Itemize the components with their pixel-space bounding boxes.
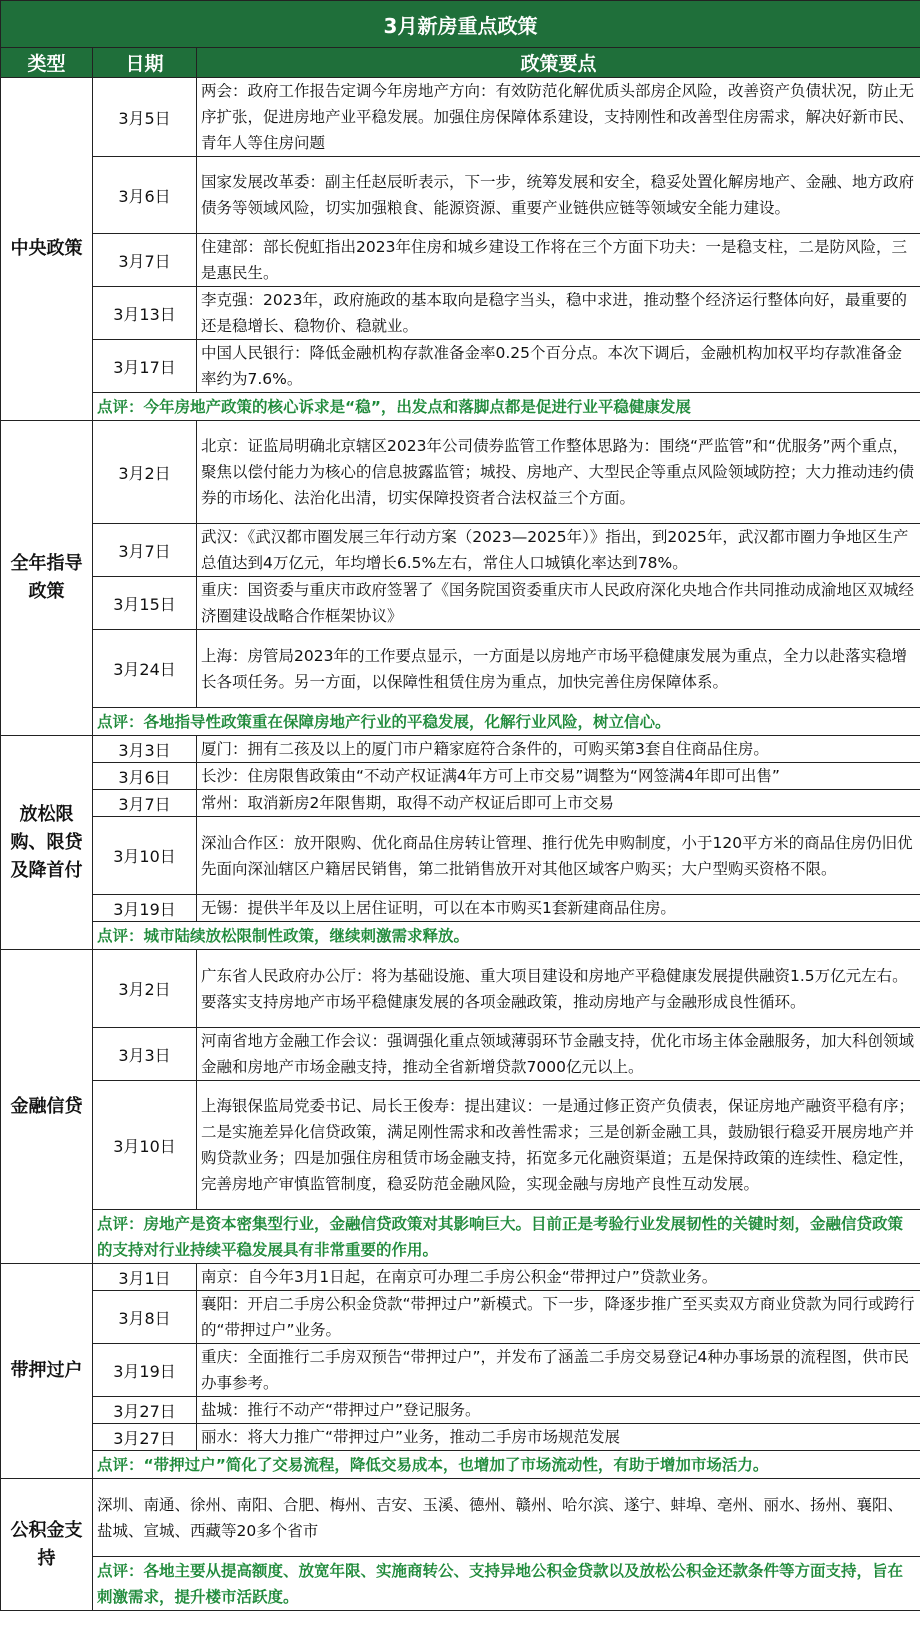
- review-text: 点评：“带押过户”简化了交易流程，降低交易成本，也增加了市场流动性，有助于增加市场活力。: [93, 1451, 920, 1479]
- row-date: 3月10日: [93, 1081, 197, 1210]
- row-text: 北京：证监局明确北京辖区2023年公司债券监管工作整体思路为：围绕“严监管”和“优服务”两个重点，聚焦以偿付能力为核心的信息披露监管；城投、房地产、大型民企等重点风险领域防控；大力推动违约债券的市场化、法治化出清，切实保障投资者合法权益三个方面。: [197, 421, 920, 524]
- row-text: 襄阳：开启二手房公积金贷款“带押过户”新模式。下一步，降逐步推广至买卖双方商业贷款为同行或跨行的“带押过户”业务。: [197, 1291, 920, 1344]
- category-central: 中央政策: [1, 78, 93, 421]
- row-date: 3月15日: [93, 577, 197, 630]
- row-text: 国家发展改革委：副主任赵辰昕表示，下一步，统筹发展和安全，稳妥处置化解房地产、金融、地方政府债务等领域风险，切实加强粮食、能源资源、重要产业链供应链等领域安全能力建设。: [197, 157, 920, 234]
- row-text: 广东省人民政府办公厅：将为基础设施、重大项目建设和房地产平稳健康发展提供融资1.5万亿元左右。要落实支持房地产市场平稳健康发展的各项金融政策，推动房地产与金融形成良性循环。: [197, 950, 920, 1028]
- row-text: 南京：自今年3月1日起，在南京可办理二手房公积金“带押过户”贷款业务。: [197, 1264, 920, 1291]
- row-date: 3月24日: [93, 630, 197, 708]
- row-date: 3月10日: [93, 817, 197, 895]
- row-text: 河南省地方金融工作会议：强调强化重点领域薄弱环节金融支持，优化市场主体金融服务，加大科创领域金融和房地产市场金融支持，推动全省新增贷款7000亿元以上。: [197, 1028, 920, 1081]
- category-financial-credit: 金融信贷: [1, 950, 93, 1264]
- row-date: 3月6日: [93, 763, 197, 790]
- row-text: 住建部：部长倪虹指出2023年住房和城乡建设工作将在三个方面下功夫：一是稳支柱，二是防风险，三是惠民生。: [197, 234, 920, 287]
- table-title: 3月新房重点政策: [1, 1, 920, 48]
- row-date: 3月27日: [93, 1424, 197, 1451]
- row-date: 3月19日: [93, 895, 197, 922]
- row-text: 深圳、南通、徐州、南阳、合肥、梅州、吉安、玉溪、德州、赣州、哈尔滨、遂宁、蚌埠、亳州、丽水、扬州、襄阳、盐城、宣城、西藏等20多个省市: [93, 1479, 920, 1557]
- header-date: 日期: [93, 48, 197, 78]
- review-text: 点评：城市陆续放松限制性政策，继续刺激需求释放。: [93, 922, 920, 950]
- row-date: 3月2日: [93, 421, 197, 524]
- row-text: 厦门：拥有二孩及以上的厦门市户籍家庭符合条件的，可购买第3套自住商品住房。: [197, 736, 920, 763]
- row-text: 中国人民银行：降低金融机构存款准备金率0.25个百分点。本次下调后，金融机构加权平均存款准备金率约为7.6%。: [197, 340, 920, 393]
- row-date: 3月17日: [93, 340, 197, 393]
- row-date: 3月27日: [93, 1397, 197, 1424]
- row-text: 重庆：全面推行二手房双预告“带押过户”，并发布了涵盖二手房交易登记4种办事场景的流程图，供市民办事参考。: [197, 1344, 920, 1397]
- row-text: 丽水：将大力推广“带押过户”业务，推动二手房市场规范发展: [197, 1424, 920, 1451]
- row-text: 重庆：国资委与重庆市政府签署了《国务院国资委重庆市人民政府深化央地合作共同推动成渝地区双城经济圈建设战略合作框架协议》: [197, 577, 920, 630]
- category-mortgage-transfer: 带押过户: [1, 1264, 93, 1479]
- row-text: 武汉：《武汉都市圈发展三年行动方案（2023—2025年）》指出，到2025年，武汉都市圈力争地区生产总值达到4万亿元，年均增长6.5%左右，常住人口城镇化率达到78%。: [197, 524, 920, 577]
- row-date: 3月7日: [93, 234, 197, 287]
- row-date: 3月13日: [93, 287, 197, 340]
- row-date: 3月2日: [93, 950, 197, 1028]
- row-date: 3月19日: [93, 1344, 197, 1397]
- header-points: 政策要点: [197, 48, 920, 78]
- row-date: 3月1日: [93, 1264, 197, 1291]
- row-text: 常州：取消新房2年限售期，取得不动产权证后即可上市交易: [197, 790, 920, 817]
- category-provident-fund: 公积金支持: [1, 1479, 93, 1611]
- row-date: 3月5日: [93, 78, 197, 157]
- review-text: 点评：各地主要从提高额度、放宽年限、实施商转公、支持异地公积金贷款以及放松公积金还款条件等方面支持，旨在刺激需求，提升楼市活跃度。: [93, 1557, 920, 1611]
- row-text: 长沙：住房限售政策由“不动产权证满4年方可上市交易”调整为“网签满4年即可出售”: [197, 763, 920, 790]
- category-relax-restrictions: 放松限购、限贷及降首付: [1, 736, 93, 950]
- row-text: 盐城：推行不动产“带押过户”登记服务。: [197, 1397, 920, 1424]
- row-text: 深汕合作区：放开限购、优化商品住房转让管理、推行优先申购制度，小于120平方米的商品住房仍旧优先面向深汕辖区户籍居民销售，第二批销售放开对其他区域客户购买；大户型购买资格不限。: [197, 817, 920, 895]
- row-date: 3月3日: [93, 1028, 197, 1081]
- row-text: 上海银保监局党委书记、局长王俊寿：提出建议：一是通过修正资产负债表，保证房地产融资平稳有序；二是实施差异化信贷政策，满足刚性需求和改善性需求；三是创新金融工具，鼓励银行稳妥开展房地产并购贷款业务；四是加强住房租赁市场金融支持，拓宽多元化融资渠道；五是保持政策的连续性、稳定性，完善房地产审慎监管制度，稳妥防范金融风险，实现金融与房地产良性互动发展。: [197, 1081, 920, 1210]
- row-date: 3月7日: [93, 524, 197, 577]
- row-date: 3月6日: [93, 157, 197, 234]
- review-text: 点评：各地指导性政策重在保障房地产行业的平稳发展，化解行业风险，树立信心。: [93, 708, 920, 736]
- row-date: 3月3日: [93, 736, 197, 763]
- category-annual-guidance: 全年指导政策: [1, 421, 93, 736]
- row-text: 李克强：2023年，政府施政的基本取向是稳字当头，稳中求进，推动整个经济运行整体向好，最重要的还是稳增长、稳物价、稳就业。: [197, 287, 920, 340]
- review-text: 点评：今年房地产政策的核心诉求是“稳”，出发点和落脚点都是促进行业平稳健康发展: [93, 393, 920, 421]
- row-date: 3月8日: [93, 1291, 197, 1344]
- row-text: 无锡：提供半年及以上居住证明，可以在本市购买1套新建商品住房。: [197, 895, 920, 922]
- review-text: 点评：房地产是资本密集型行业，金融信贷政策对其影响巨大。目前正是考验行业发展韧性的关键时刻，金融信贷政策的支持对行业持续平稳发展具有非常重要的作用。: [93, 1210, 920, 1264]
- row-text: 两会：政府工作报告定调今年房地产方向：有效防范化解优质头部房企风险，改善资产负债状况，防止无序扩张，促进房地产业平稳发展。加强住房保障体系建设，支持刚性和改善型住房需求，解决好新市民、青年人等住房问题: [197, 78, 920, 157]
- header-type: 类型: [1, 48, 93, 78]
- row-date: 3月7日: [93, 790, 197, 817]
- row-text: 上海：房管局2023年的工作要点显示，一方面是以房地产市场平稳健康发展为重点，全力以赴落实稳增长各项任务。另一方面，以保障性租赁住房为重点，加快完善住房保障体系。: [197, 630, 920, 708]
